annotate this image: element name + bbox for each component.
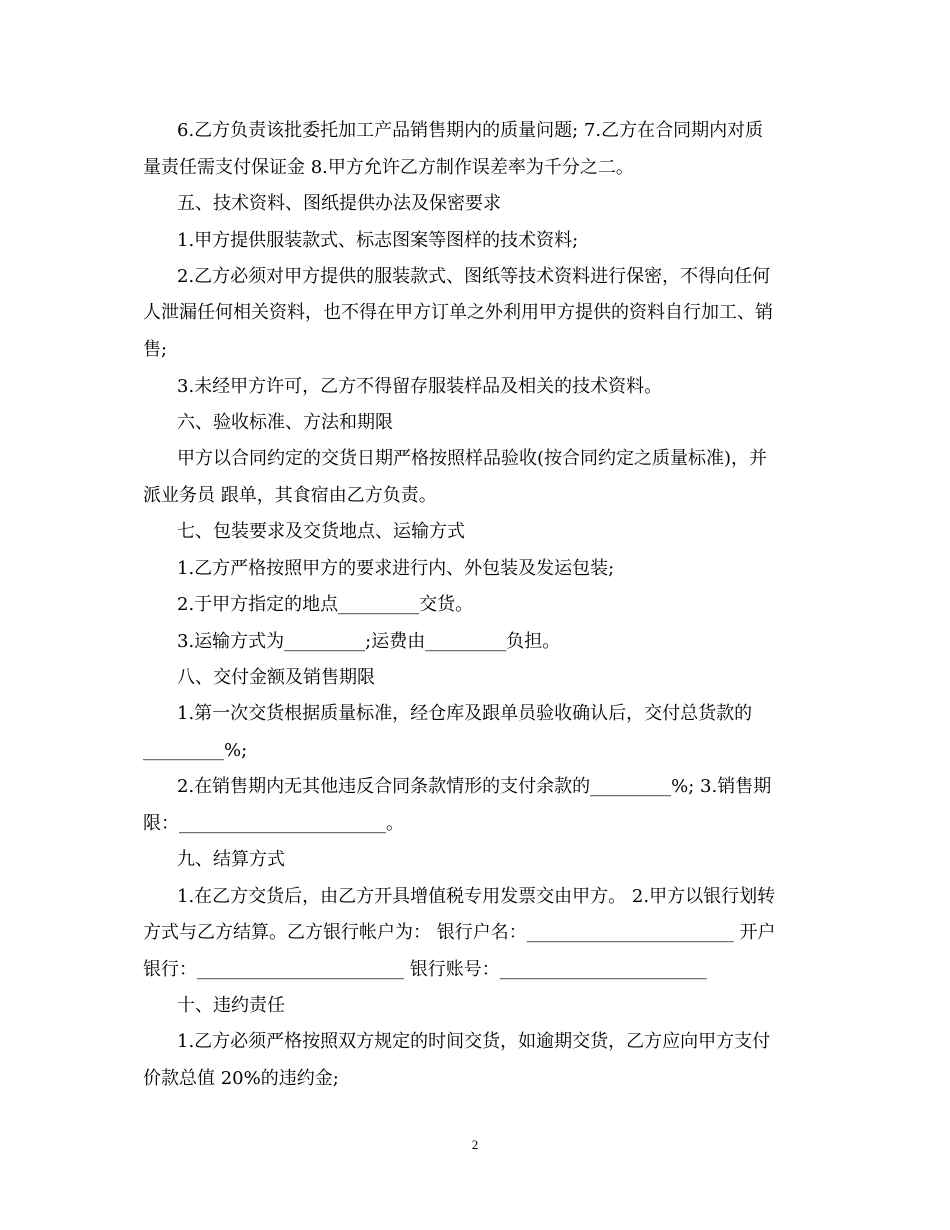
page-number: 2 bbox=[471, 1137, 479, 1152]
text-line: 2.乙方必须对甲方提供的服装款式、图纸等技术资料进行保密，不得向任何 bbox=[177, 266, 771, 287]
text-line: 价款总值 20%的违约金; bbox=[143, 1068, 339, 1089]
section-heading: 五、技术资料、图纸提供办法及保密要求 bbox=[177, 193, 501, 214]
text-line: 1.在乙方交货后，由乙方开具增值税专用发票交由甲方。 2.甲方以银行划转 bbox=[177, 886, 776, 907]
text-line: 派业务员 跟单，其食宿由乙方负责。 bbox=[143, 485, 437, 506]
text-line: 甲方以合同约定的交货日期严格按照样品验收(按合同约定之质量标准)，并 bbox=[177, 448, 768, 469]
section-heading: 九、结算方式 bbox=[177, 849, 285, 870]
section-heading: 八、交付金额及销售期限 bbox=[177, 667, 375, 688]
text-line: _________%; bbox=[143, 740, 248, 761]
section-heading: 六、验收标准、方法和期限 bbox=[177, 412, 393, 433]
text-line: 售; bbox=[143, 339, 168, 360]
text-line: 1.甲方提供服装款式、标志图案等图样的技术资料; bbox=[177, 230, 579, 251]
section-heading: 七、包装要求及交货地点、运输方式 bbox=[177, 521, 465, 542]
text-line: 银行：_______________________ 银行账号：_______________________ bbox=[143, 959, 707, 980]
text-line: 1.第一次交货根据质量标准，经仓库及跟单员验收确认后，交付总货款的 bbox=[177, 703, 753, 724]
text-line: 量责任需支付保证金 8.甲方允许乙方制作误差率为千分之二。 bbox=[143, 157, 634, 178]
text-line: 3.未经甲方许可，乙方不得留存服装样品及相关的技术资料。 bbox=[177, 376, 663, 397]
section-heading: 十、违约责任 bbox=[177, 995, 285, 1016]
text-line: 2.于甲方指定的地点_________交货。 bbox=[177, 594, 474, 615]
text-line: 方式与乙方结算。乙方银行帐户为： 银行户名：_______________________ 开户 bbox=[143, 922, 776, 943]
text-line: 6.乙方负责该批委托加工产品销售期内的质量问题; 7.乙方在合同期内对质 bbox=[177, 120, 764, 141]
text-line: 1.乙方严格按照甲方的要求进行内、外包装及发运包装; bbox=[177, 558, 615, 579]
text-line: 1.乙方必须严格按照双方规定的时间交货，如逾期交货，乙方应向甲方支付 bbox=[177, 1031, 771, 1052]
text-line: 2.在销售期内无其他违反合同条款情形的支付余款的_________%; 3.销售期 bbox=[177, 776, 772, 797]
text-line: 人泄漏任何相关资料，也不得在甲方订单之外利用甲方提供的资料自行加工、销 bbox=[143, 302, 773, 323]
text-line: 限：_______________________。 bbox=[143, 813, 404, 834]
text-line: 3.运输方式为_________;运费由_________负担。 bbox=[177, 631, 561, 652]
